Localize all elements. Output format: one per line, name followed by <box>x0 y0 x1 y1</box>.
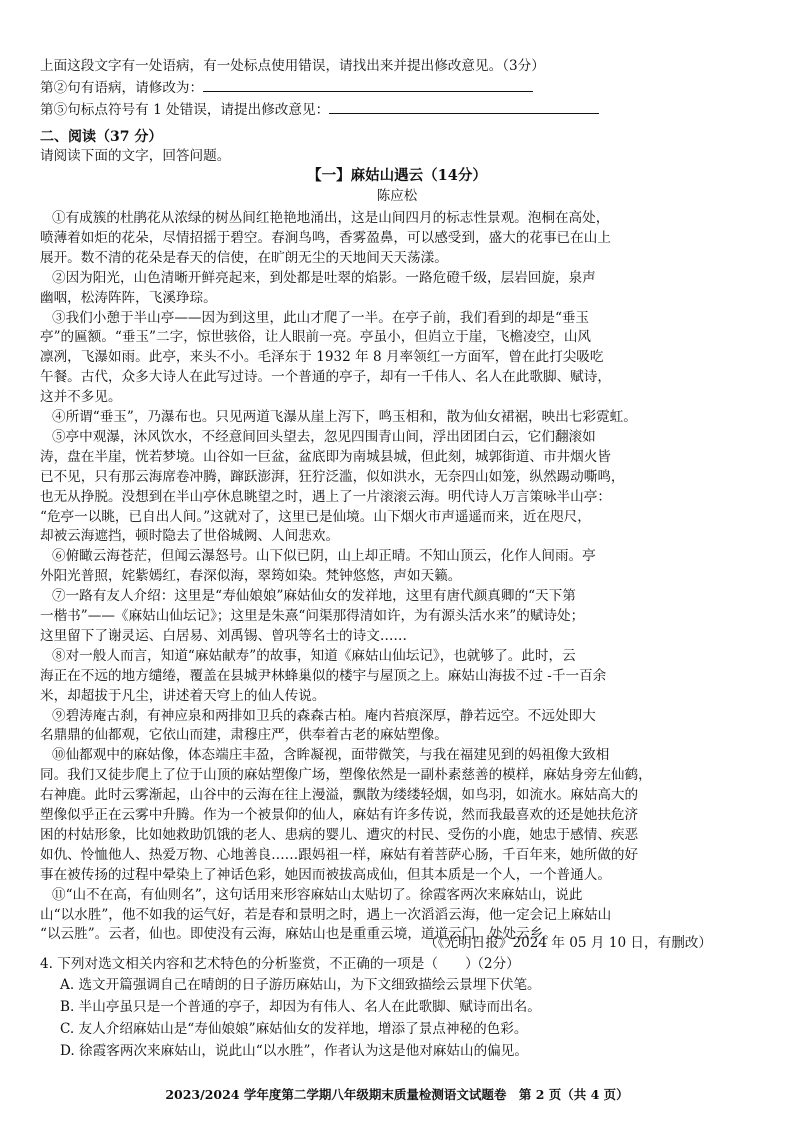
page-footer: 2023/2024 学年度第二学期八年级期末质量检测语文试题卷 第 2 页（共 4 页） <box>165 1087 629 1102</box>
passage-line: ③我们小憩于半山亭——因为到这里，此山才爬了一半。在亭子前，我们看到的却是“垂玉 <box>52 309 590 326</box>
passage-line: ①有成簇的杜鹃花从浓绿的树丛间红艳艳地涌出，这是山间四月的标志性景观。泡桐在高处， <box>52 210 610 226</box>
passage-title: 【一】麻姑山遇云（14分） <box>307 167 487 184</box>
passage-line: 山“以水胜”，他不如我的运气好，若是春和景明之时，遇上一次滔滔云海，他一定会记上麻姑山 <box>40 906 612 923</box>
passage-line: ②因为阳光，山色清晰开鲜亮起来，到处都是吐翠的焰影。一路危磴千级，层岩回旋，泉声 <box>52 269 596 286</box>
error-instruction: 上面这段文字有一处语病，有一处标点使用错误，请找出来并提出修改意见。（3分） <box>40 58 545 74</box>
answer-label-5: 第⑤句标点符号有 1 处错误，请提出修改意见： <box>40 102 330 118</box>
passage-line: 海正在不远的地方缱绻，覆盖在县城尹林蜂巢似的楼宇与屋顶之上。麻姑山海拔不过 -千一百余 <box>40 667 607 684</box>
question-4 <box>40 952 520 972</box>
passage-line: 名鼎鼎的仙都观，它依山而建，肃穆庄严，供奉着古老的麻姑塑像。 <box>40 727 448 744</box>
passage-line: ⑤亭中观瀑，沐风饮水，不经意间回头望去，忽见四围青山间，浮出团团白云，它们翻滚如 <box>52 428 596 445</box>
passage-line: 困的村姑形象，比如她救助饥饿的老人、患病的婴儿、遭灾的村民、受伤的小鹿，她忠于感情、疾恶 <box>40 826 639 843</box>
passage-line: 已不见，只有那云海席卷冲腾，蹿跃澎湃，狂狞泛滥，似如洪水，无奈四山如笼，纵然踢动嘶鸣， <box>40 468 625 485</box>
passage-line: ⑧对一般人而言，知道“麻姑献寿”的故事，知道《麻姑山仙坛记》，也就够了。此时，云 <box>52 647 576 664</box>
passage-source: （《光明日报》2024 年 05 月 10 日，有删改） <box>424 935 712 951</box>
passage-line: ⑪“山不在高，有仙则名”，这句话用来形容麻姑山太贴切了。徐霞客两次来麻姑山，说此 <box>52 886 583 903</box>
option-a: A. 选文开篇强调自己在晴朗的日子游历麻姑山，为下文细致描绘云景埋下伏笔。 <box>60 977 541 993</box>
passage-line: “以云胜”。云者，仙也。即使没有云海，麻姑山也是重重云境，道道云门，处处云乡。 <box>40 926 557 943</box>
passage-line: 凛冽，飞瀑如雨。此亭，来头不小。毛泽东于 1932 年 8 月率领红一方面军，曾在此打尖吸吃 <box>40 349 604 366</box>
passage-line: ⑦一路有友人介绍：这里是“寿仙娘娘”麻姑仙女的发祥地，这里有唐代颜真卿的“天下第 <box>52 588 576 605</box>
answer-blank-5[interactable] <box>329 99 599 114</box>
answer-line-5 <box>40 99 760 121</box>
passage-line: “危亭一以眺，已自出人间。”这就对了，这里已是仙境。山下烟火市声遥遥而来，近在咫尺， <box>40 508 591 525</box>
answer-blank-2[interactable] <box>203 77 533 92</box>
passage-line: 事在被传扬的过程中晕染上了神话色彩，她因而被拔高成仙，但其本质是一个人，一个普通人。 <box>40 866 611 883</box>
passage-line: ⑩仙都观中的麻姑像，体态端庄丰盈，含眸凝视，面带微笑，与我在福建见到的妈祖像大致相 <box>52 747 610 764</box>
passage-author: 陈应松 <box>376 188 418 204</box>
answer-paren[interactable]: （ ） <box>424 956 479 972</box>
passage-line: 这里留下了谢灵运、白居易、刘禹锡、曾巩等名士的诗文…… <box>40 627 408 644</box>
section-heading: 二、阅读（37 分） <box>40 129 163 145</box>
passage-line: 也无从挣脱。没想到在半山亭休息眺望之时，遇上了一片滚滚云海。明代诗人万言策咏半山亭： <box>40 488 611 505</box>
passage-line: ⑨碧涛庵古刹，有神应泉和两排如卫兵的森森古柏。庵内苔痕深厚，静若远空。不远处即大 <box>52 707 596 724</box>
question-points: （2分） <box>470 956 520 972</box>
question-stem: 4. 下列对选文相关内容和艺术特色的分析鉴赏，不正确的一项是 <box>40 956 425 972</box>
passage-line: 如仇、怜恤他人、热爱万物、心地善良……跟妈祖一样，麻姑有着菩萨心肠，千百年来，她所做的好 <box>40 846 639 863</box>
passage-line: 喷薄着如炬的花朵，尽情招摇于碧空。春涧鸟鸣，香雾盈鼻，可以感受到，盛大的花事已在山上 <box>40 229 611 246</box>
passage-line: ⑥俯瞰云海苍茫，但闻云瀑怒号。山下似已阴，山上却正晴。不知山顶云，化作人间雨。亭 <box>52 548 596 565</box>
passage-line: 亭”的匾额。“垂玉”二字，惊世骇俗，让人眼前一亮。亭虽小，但岿立于崖，飞檐凌空，山风 <box>40 329 592 346</box>
passage-line: 展开。数不清的花朵是春天的信使，在旷朗无尘的天地间天天荡漾。 <box>40 249 448 266</box>
passage-line: 却被云海遮挡，顿时隐去了世俗城阙、人间悲欢。 <box>40 528 340 545</box>
option-d: D. 徐霞客两次来麻姑山，说此山“以水胜”，作者认为这是他对麻姑山的偏见。 <box>60 1043 528 1059</box>
passage-line: 右神鹿。此时云雾渐起，山谷中的云海在往上漫溢，飘散为缕缕轻烟，如鸟羽，如流水。麻姑高大的 <box>40 787 639 804</box>
passage-line: 这并不多见。 <box>40 389 122 406</box>
passage-line: 涛，盘在半崖，恍若梦境。山谷如一巨盆，盆底即为南城县城，但此刻，城郭街道、市井烟火皆 <box>40 448 611 465</box>
passage-line: 米，却超拔于凡尘，讲述着天穹上的仙人传说。 <box>40 687 326 704</box>
passage-line: 外阳光普照，姹紫嫣红，春深似海，翠筠如染。梵钟悠悠，声如天籁。 <box>40 568 462 585</box>
passage-line: 一楷书”——《麻姑山仙坛记》；这里是朱熹“问渠那得清如许，为有源头活水来”的赋诗处； <box>40 608 585 624</box>
passage-line: 塑像似乎正在云雾中升腾。作为一个被景仰的仙人，麻姑有许多传说，然而我最喜欢的还是她扶危济 <box>40 807 639 823</box>
answer-label-2: 第②句有语病，请修改为： <box>40 80 204 96</box>
answer-line-2 <box>40 77 760 99</box>
section-intro: 请阅读下面的文字，回答问题。 <box>40 148 231 164</box>
option-b: B. 半山亭虽只是一个普通的亭子，却因为有伟人、名人在此歌脚、赋诗而出名。 <box>60 999 541 1015</box>
passage-line: 幽咽，松涛阵阵，飞溪琤琮。 <box>40 289 217 306</box>
passage-line: 午餐。古代，众多大诗人在此写过诗。一个普通的亭子，却有一千伟人、名人在此歌脚、赋诗， <box>40 369 611 386</box>
passage-line: 同。我们又徒步爬上了位于山顶的麻姑塑像广场，塑像依然是一副朴素慈善的模样，麻姑身旁左仙鹤， <box>40 767 652 784</box>
passage-line: ④所谓“垂玉”，乃瀑布也。只见两道飞瀑从崖上泻下，鸣玉相和，散为仙女裙裾，映出七彩霓虹。 <box>52 409 637 425</box>
option-c: C. 友人介绍麻姑山是“寿仙娘娘”麻姑仙女的发祥地，增添了景点神秘的色彩。 <box>60 1021 528 1037</box>
